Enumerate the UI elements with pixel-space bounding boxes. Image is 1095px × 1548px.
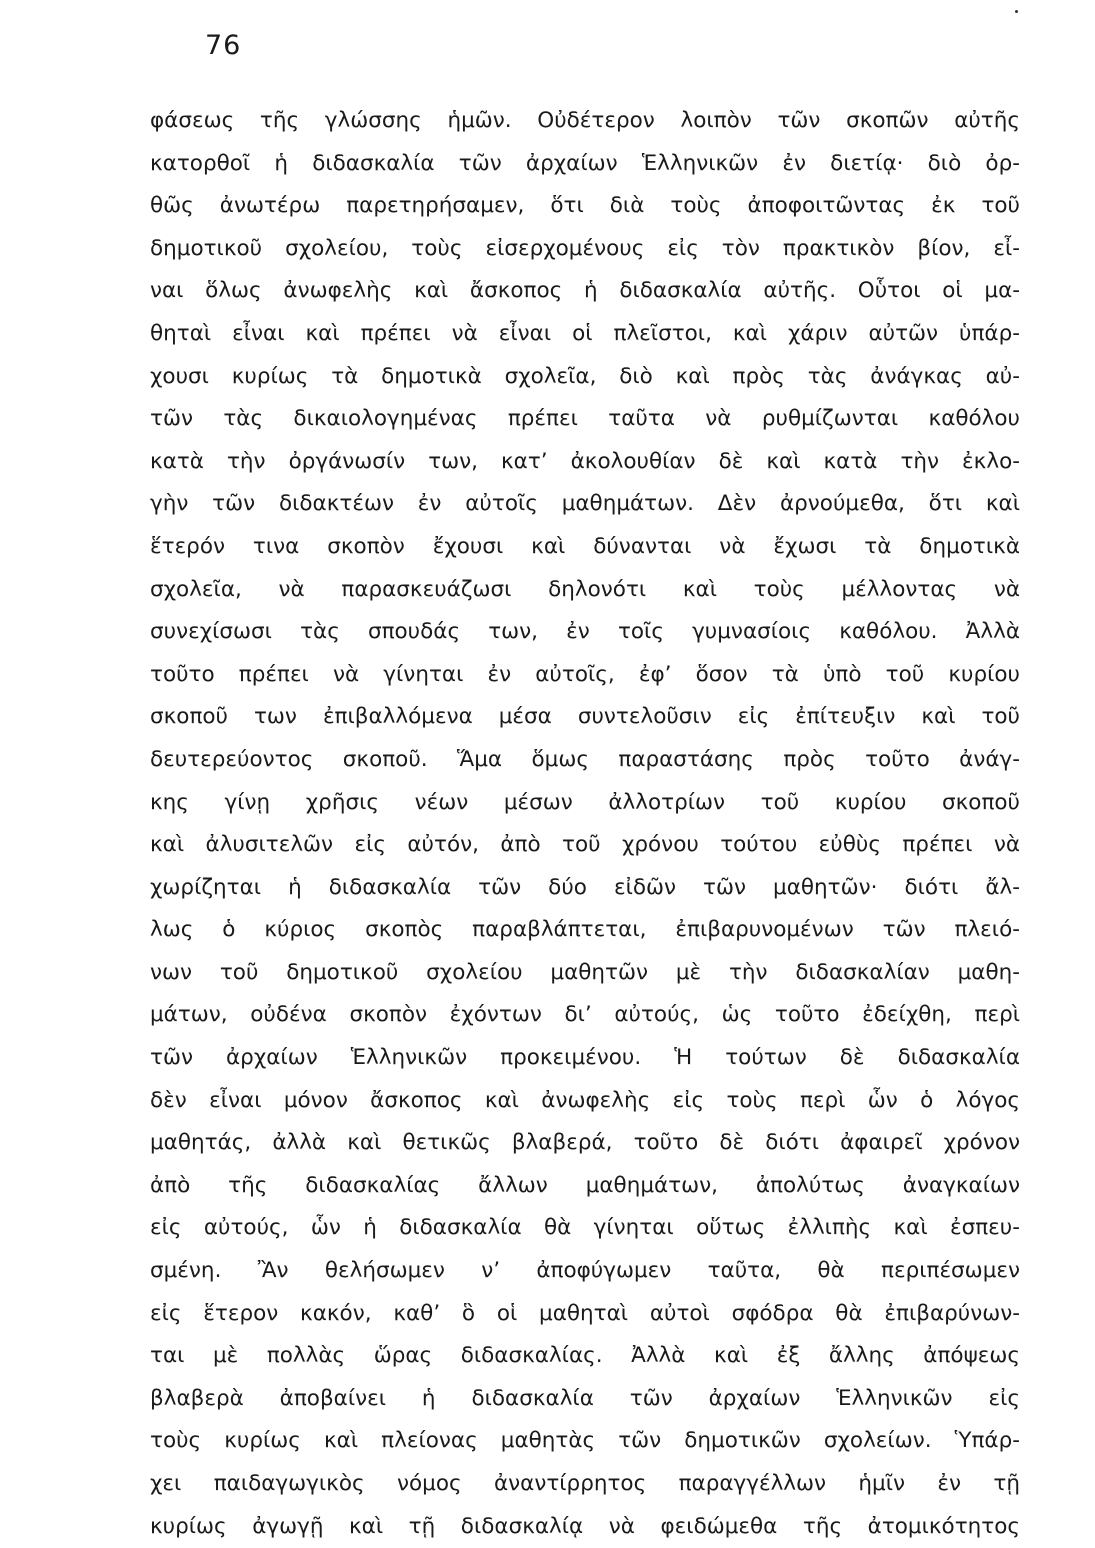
text-line: χουσι κυρίως τὰ δημοτικὰ σχολεῖα, διὸ καὶ πρὸς τὰς ἀνάγκας αὐ-: [150, 363, 1020, 389]
text-line: εἰς ἕτερον κακόν, καθ’ ὃ οἱ μαθηταὶ αὐτοὶ σφόδρα θὰ ἐπιβαρύνων-: [150, 1300, 1020, 1326]
text-line: ἀπὸ τῆς διδασκαλίας ἄλλων μαθημάτων, ἀπολύτως ἀναγκαίων: [150, 1172, 1020, 1198]
text-line: τῶν ἀρχαίων Ἑλληνικῶν προκειμένου. Ἡ τούτων δὲ διδασκαλία: [150, 1045, 1020, 1071]
text-line: συνεχίσωσι τὰς σπουδάς των, ἐν τοῖς γυμνασίοις καθόλου. Ἀλλὰ: [150, 619, 1020, 645]
text-line: τοὺς κυρίως καὶ πλείονας μαθητὰς τῶν δημοτικῶν σχολείων. Ὑπάρ-: [150, 1428, 1020, 1454]
text-line: γὴν τῶν διδακτέων ἐν αὐτοῖς μαθημάτων. Δὲν ἀρνούμεθα, ὅτι καὶ: [150, 491, 1020, 517]
text-line: εἰς αὐτούς, ὧν ἡ διδασκαλία θὰ γίνηται οὕτως ἐλλιπὴς καὶ ἐσπευ-: [150, 1215, 1020, 1241]
text-line: σμένη. Ἂν θελήσωμεν ν’ ἀποφύγωμεν ταῦτα, θὰ περιπέσωμεν: [150, 1258, 1020, 1284]
text-line: σχολεῖα, νὰ παρασκευάζωσι δηλονότι καὶ τοὺς μέλλοντας νὰ: [150, 576, 1020, 602]
text-line: βλαβερὰ ἀποβαίνει ἡ διδασκαλία τῶν ἀρχαίων Ἑλληνικῶν εἰς: [150, 1385, 1020, 1411]
text-line: καὶ ἀλυσιτελῶν εἰς αὐτόν, ἀπὸ τοῦ χρόνου τούτου εὐθὺς πρέπει νὰ: [150, 832, 1020, 858]
text-line: δημοτικοῦ σχολείου, τοὺς εἰσερχομένους εἰς τὸν πρακτικὸν βίον, εἶ-: [150, 235, 1020, 261]
text-line: κης γίνῃ χρῆσις νέων μέσων ἀλλοτρίων τοῦ κυρίου σκοποῦ: [150, 789, 1020, 815]
text-line: κατορθοῖ ἡ διδασκαλία τῶν ἀρχαίων Ἑλληνικῶν ἐν διετίᾳ· διὸ ὀρ-: [150, 150, 1020, 176]
page-number: 76: [205, 30, 242, 61]
text-line: τῶν τὰς δικαιολογημένας πρέπει ταῦτα νὰ ρυθμίζωνται καθόλου: [150, 406, 1020, 432]
text-line: μάτων, οὐδένα σκοπὸν ἐχόντων δι’ αὐτούς, ὡς τοῦτο ἐδείχθη, περὶ: [150, 1002, 1020, 1028]
text-line: σκοποῦ των ἐπιβαλλόμενα μέσα συντελοῦσιν εἰς ἐπίτευξιν καὶ τοῦ: [150, 704, 1020, 730]
text-line: θῶς ἀνωτέρω παρετηρήσαμεν, ὅτι διὰ τοὺς ἀποφοιτῶντας ἐκ τοῦ: [150, 193, 1020, 219]
speck-mark: [1015, 10, 1018, 13]
text-line: θηταὶ εἶναι καὶ πρέπει νὰ εἶναι οἱ πλεῖστοι, καὶ χάριν αὐτῶν ὑπάρ-: [150, 320, 1020, 346]
text-line: ἕτερόν τινα σκοπὸν ἔχουσι καὶ δύνανται νὰ ἔχωσι τὰ δημοτικὰ: [150, 533, 1020, 559]
text-line: κατὰ τὴν ὀργάνωσίν των, κατ’ ἀκολουθίαν δὲ καὶ κατὰ τὴν ἐκλο-: [150, 448, 1020, 474]
text-line: κυρίως ἀγωγῇ καὶ τῇ διδασκαλίᾳ νὰ φειδώμεθα τῆς ἀτομικότητος: [150, 1513, 1020, 1539]
text-line: χωρίζηται ἡ διδασκαλία τῶν δύο εἰδῶν τῶν μαθητῶν· διότι ἄλ-: [150, 874, 1020, 900]
text-line: χει παιδαγωγικὸς νόμος ἀναντίρρητος παραγγέλλων ἡμῖν ἐν τῇ: [150, 1471, 1020, 1496]
text-line: δὲν εἶναι μόνον ἄσκοπος καὶ ἀνωφελὴς εἰς τοὺς περὶ ὧν ὁ λόγος: [150, 1087, 1020, 1113]
text-line: φάσεως τῆς γλώσσης ἡμῶν. Οὐδέτερον λοιπὸν τῶν σκοπῶν αὐτῆς: [150, 108, 1020, 133]
text-line: λως ὁ κύριος σκοπὸς παραβλάπτεται, ἐπιβαρυνομένων τῶν πλειό-: [150, 917, 1020, 943]
text-line: ται μὲ πολλὰς ὥρας διδασκαλίας. Ἀλλὰ καὶ ἐξ ἄλλης ἀπόψεως: [150, 1343, 1020, 1369]
text-line: νων τοῦ δημοτικοῦ σχολείου μαθητῶν μὲ τὴν διδασκαλίαν μαθη-: [150, 959, 1020, 985]
text-line: δευτερεύοντος σκοποῦ. Ἅμα ὅμως παραστάσης πρὸς τοῦτο ἀνάγ-: [150, 746, 1020, 772]
body-text: [150, 100, 1020, 1548]
text-line: τοῦτο πρέπει νὰ γίνηται ἐν αὐτοῖς, ἐφ’ ὅσον τὰ ὑπὸ τοῦ κυρίου: [150, 661, 1020, 687]
text-line: ναι ὅλως ἀνωφελὴς καὶ ἄσκοπος ἡ διδασκαλία αὐτῆς. Οὗτοι οἱ μα-: [150, 278, 1020, 304]
text-line: μαθητάς, ἀλλὰ καὶ θετικῶς βλαβερά, τοῦτο δὲ διότι ἀφαιρεῖ χρόνον: [150, 1130, 1020, 1156]
